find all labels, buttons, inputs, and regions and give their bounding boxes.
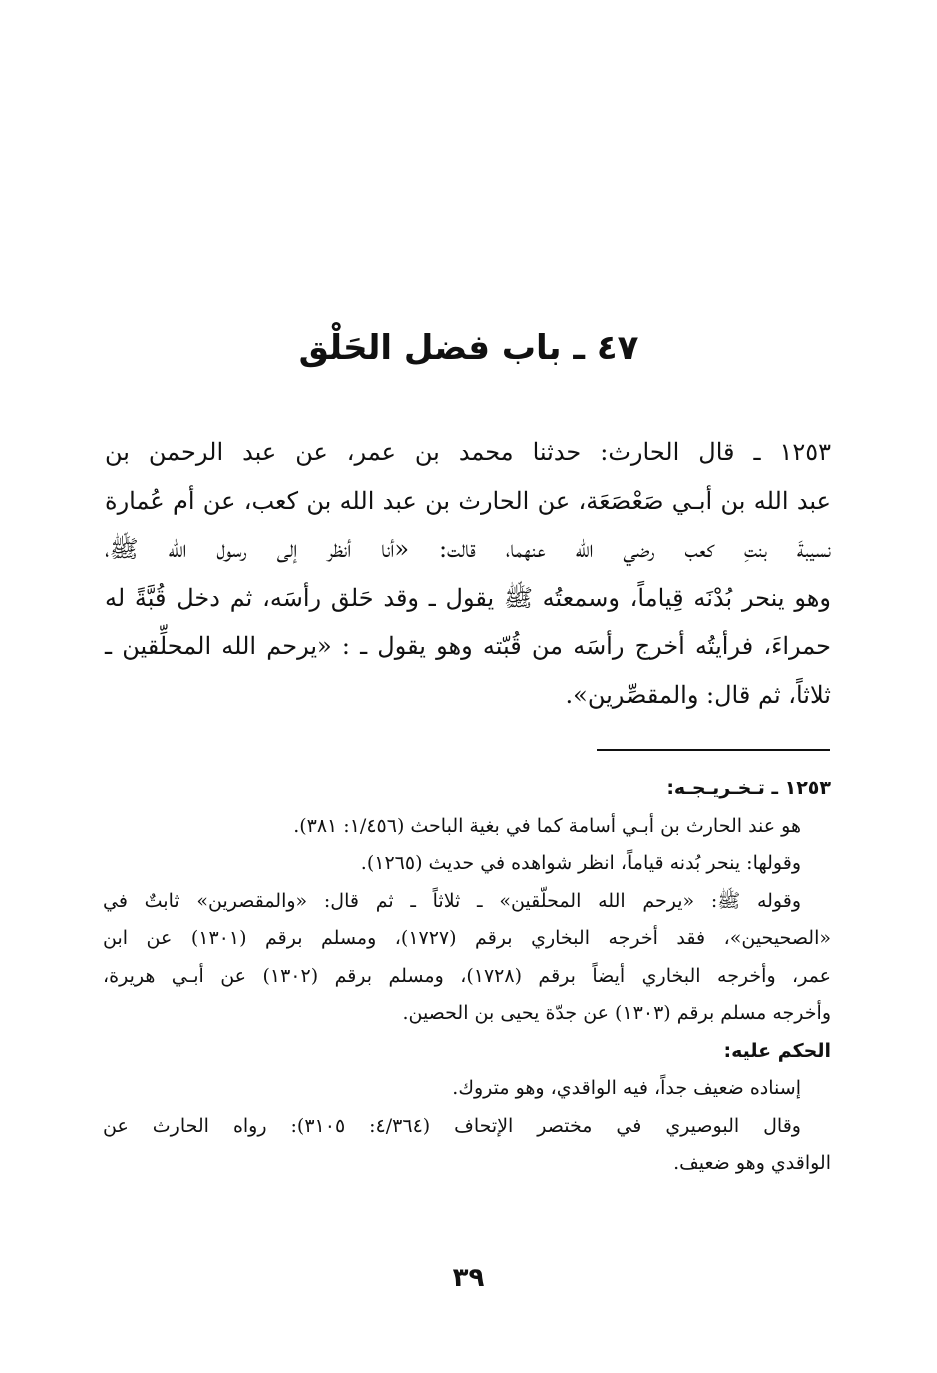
hadith-text — [105, 428, 831, 719]
ruling-line: إسناده ضعيف جداً، فيه الواقدي، وهو متروك. — [452, 1077, 801, 1099]
ruling-line: وقال البوصيري في مختصر الإتحاف (٤/٣٦٤: ٣١٠٥): رواه الحارث عن — [103, 1114, 801, 1137]
chapter-title: ٤٧ ـ باب فضل الحَلْق — [298, 328, 639, 368]
footnotes — [103, 770, 831, 1183]
note-line: وقولها: ينحر بُدنه قياماً، انظر شواهده في حديث (١٢٦٥). — [360, 852, 801, 874]
hadith-line: حمراءَ، فرأيتُه أخرج رأسَه من قُبّته وهو يقول ـ : «يرحم الله المحلِّقين ـ — [105, 632, 831, 660]
takhrij-heading: ١٢٥٣ ـ تـخـريـجـه: — [666, 777, 831, 799]
ruling-line: الواقدي وهو ضعيف. — [673, 1152, 831, 1174]
note-line: وقوله ﷺ: «يرحم الله المحلّقين» ـ ثلاثاً ـ ثم قال: «والمقصرين» ثابتٌ في — [103, 889, 801, 912]
hadith-line: ثلاثاً، ثم قال: والمقصِّرين». — [565, 680, 831, 709]
note-line: عمر، وأخرجه البخاري أيضاً برقم (١٧٢٨)، ومسلم برقم (١٣٠٢) عن أبـي هريرة، — [103, 964, 831, 987]
note-line: هو عند الحارث بن أبـي أسامة كما في بغية الباحث (١/٤٥٦: ٣٨١). — [293, 814, 801, 837]
footnote-separator — [597, 749, 830, 751]
hadith-line: ١٢٥٣ ـ قال الحارث: حدثنا محمد بن عمر، عن عبد الرحمن بن — [105, 438, 831, 466]
ruling-heading: الحكم عليه: — [723, 1039, 831, 1062]
hadith-line: وهو ينحر بُدْنَه قِياماً، وسمعتُه ﷺ يقول ـ وقد حَلق رأسَه، ثم دخل قُبَّةً له — [105, 583, 831, 612]
note-line: «الصحيحين»، فقد أخرجه البخاري برقم (١٧٢٧)، ومسلم برقم (١٣٠١) عن ابن — [103, 927, 831, 949]
hadith-line: نسيبةَ بنتِ كعب رضي الله عنهما، قالت: «أنا أنظر إلى رسول الله ﷺ، — [105, 535, 831, 563]
hadith-line: عبد الله بن أبـي صَعْصَعَة، عن الحارث بن عبد الله بن كعب، عن أم عُمارة — [105, 486, 831, 515]
note-line: وأخرجه مسلم برقم (١٣٠٣) عن جدّة يحيى بن الحصين. — [402, 1002, 831, 1024]
page-number: ٣٩ — [452, 1263, 485, 1293]
